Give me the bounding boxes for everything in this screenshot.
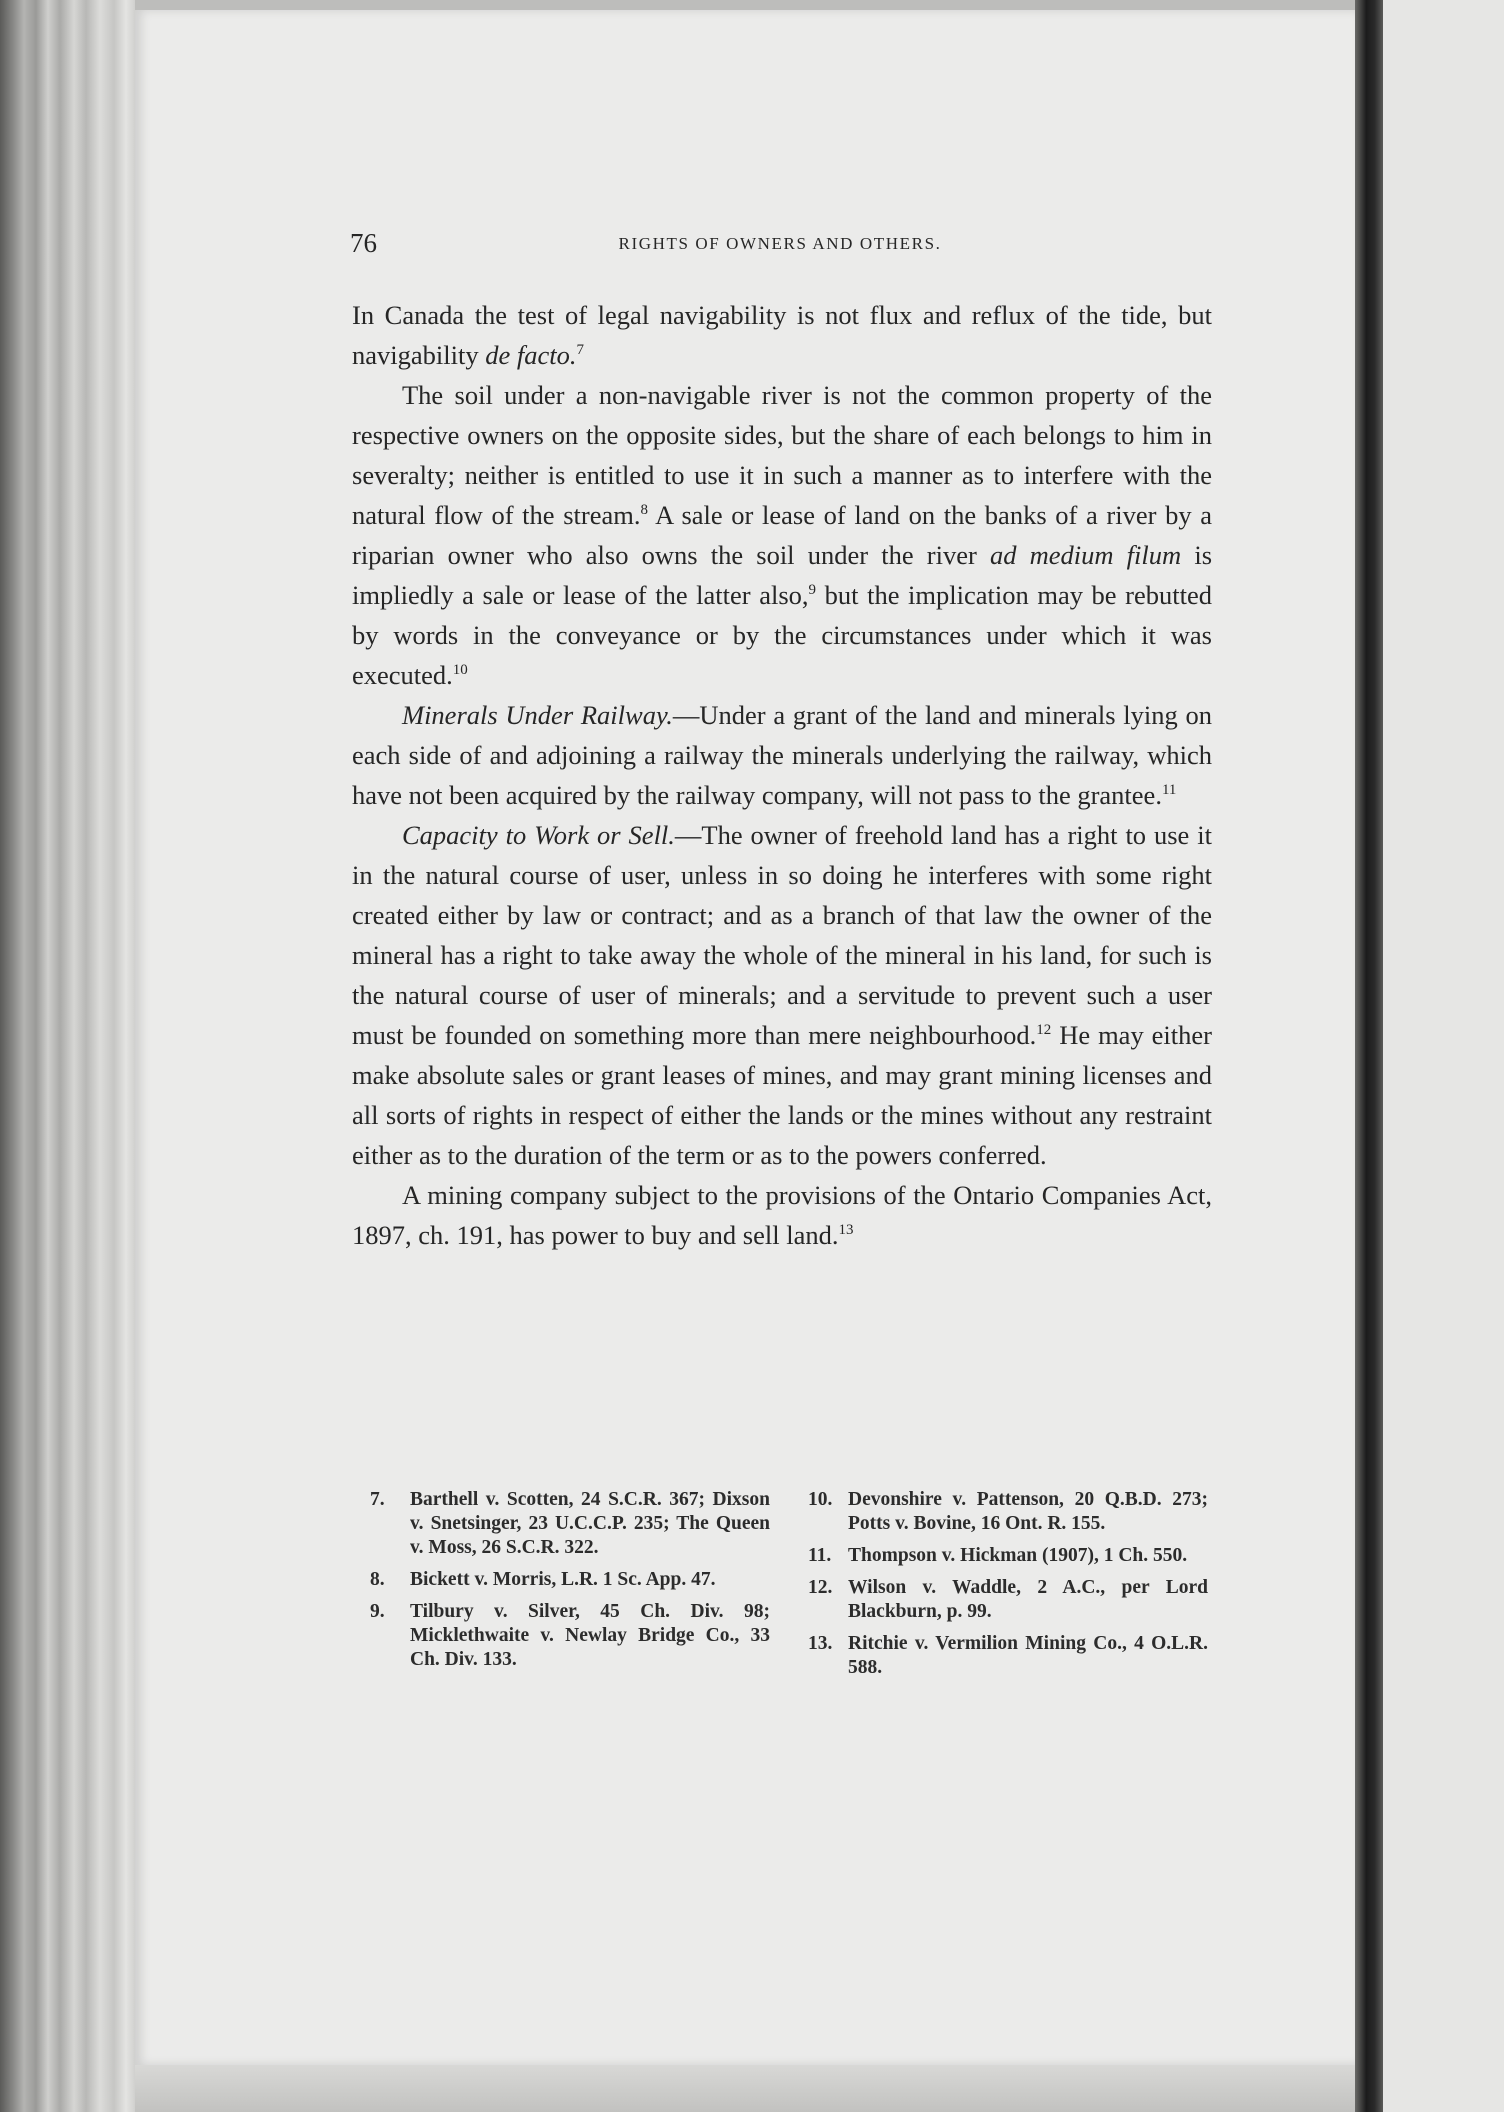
paragraph-text: —The owner of freehold land has a right to use it in the natural course of user, unless in so doing he interferes with some right created either by law or contract; and as a branch of that law the owner of the mineral has a right to take away the whole of the mineral in his land, for such is the natural course of user of minerals; and a servitude to prevent such a user must be founded on something more than mere neighbourhood.: [352, 820, 1212, 1050]
book-gutter: [1355, 0, 1383, 2112]
facing-page-edge: [1383, 0, 1504, 2112]
footnote-text: Thompson v. Hickman (1907), 1 Ch. 550.: [848, 1545, 1188, 1566]
paragraph-3: [352, 695, 1212, 815]
footnote-item: [808, 1488, 1208, 1536]
paragraph-text: —Under a grant of the land and minerals lying on each side of and adjoining a railway the minerals underlying the railway, which have not been acquired by the railway company, will not pass to the grantee.: [352, 700, 1212, 810]
footnote-text: Ritchie v. Vermilion Mining Co., 4 O.L.R. 588.: [848, 1633, 1208, 1678]
paragraph-text: The soil under a non-navigable river is not the common property of the respective owners on the opposite sides, but the share of each belongs to him in severalty; neither is entitled to use it in such a manner as to interfere with the natural flow of the stream.: [352, 380, 1212, 530]
footnote-text: Devonshire v. Pattenson, 20 Q.B.D. 273; Potts v. Bovine, 16 Ont. R. 155.: [848, 1489, 1208, 1534]
footnote-item: [808, 1632, 1208, 1680]
paragraph-text: but the implication may be rebutted by words in the conveyance or by the circumstances under which it was executed.: [352, 580, 1212, 690]
footnote-ref-9: 9: [808, 582, 817, 599]
section-heading-minerals-under-railway: Minerals Under Railway.: [402, 700, 673, 730]
page-header: [350, 228, 1210, 268]
footnote-number: 10.: [808, 1489, 833, 1510]
footnote-ref-10: 10: [452, 662, 468, 679]
paragraph-text: In Canada the test of legal navigability is not flux and reflux of the tide, but navigability: [352, 300, 1212, 370]
footnote-ref-8: 8: [640, 502, 648, 519]
footnote-number: 13.: [808, 1633, 833, 1654]
footnote-ref-12: 12: [1036, 1022, 1052, 1039]
footnote-item: [370, 1568, 770, 1592]
footnote-ref-11: 11: [1161, 782, 1177, 799]
italic-term: ad medium filum: [989, 540, 1182, 570]
footnote-text: Wilson v. Waddle, 2 A.C., per Lord Blackburn, p. 99.: [848, 1577, 1208, 1622]
paragraph-text: A sale or lease of land on the banks of a river by a riparian owner who also owns the soil under the river: [352, 500, 1212, 570]
footnote-number: 7.: [370, 1489, 385, 1510]
paragraph-text: He may either make absolute sales or grant leases of mines, and may grant mining licenses and all sorts of rights in respect of either the lands or the mines without any restraint either as to the duration of the term or as to the powers conferred.: [352, 1020, 1212, 1170]
section-heading-capacity-to-work: Capacity to Work or Sell.: [402, 820, 675, 850]
footnote-number: 8.: [370, 1569, 385, 1590]
paragraph-2: [352, 375, 1212, 695]
paragraph-text: is impliedly a sale or lease of the latter also,: [352, 540, 1213, 610]
footnote-number: 12.: [808, 1577, 833, 1598]
paragraph-4: [352, 815, 1212, 1175]
paragraph-5: [352, 1175, 1212, 1255]
paragraph-text: A mining company subject to the provisions of the Ontario Companies Act, 1897, ch. 191, has power to buy and sell land.: [352, 1180, 1212, 1250]
book-page-edges: [0, 0, 135, 2112]
footnote-text: Tilbury v. Silver, 45 Ch. Div. 98; Micklethwaite v. Newlay Bridge Co., 33 Ch. Div. 133.: [410, 1601, 770, 1670]
footnotes-right-column: [808, 1488, 1208, 1688]
italic-term: de facto.: [485, 340, 577, 370]
footnote-ref-7: 7: [576, 342, 584, 359]
body-text: [352, 295, 1212, 1255]
footnotes-left-column: [370, 1488, 770, 1680]
running-head: RIGHTS OF OWNERS AND OTHERS.: [618, 234, 942, 253]
footnote-text: Barthell v. Scotten, 24 S.C.R. 367; Dixson v. Snetsinger, 23 U.C.C.P. 235; The Queen v. Moss, 26 S.C.R. 322.: [410, 1489, 770, 1558]
paragraph-1: [352, 295, 1212, 375]
footnote-item: [808, 1576, 1208, 1624]
footnote-item: [370, 1488, 770, 1560]
footnote-ref-13: 13: [838, 1222, 854, 1239]
footnote-number: 11.: [808, 1545, 832, 1566]
page-bottom-shadow: [135, 2065, 1355, 2112]
footnote-item: [370, 1600, 770, 1672]
footnote-text: Bickett v. Morris, L.R. 1 Sc. App. 47.: [410, 1569, 716, 1590]
page-number: 76: [350, 228, 377, 258]
footnote-item: [808, 1544, 1208, 1568]
footnote-number: 9.: [370, 1601, 385, 1622]
